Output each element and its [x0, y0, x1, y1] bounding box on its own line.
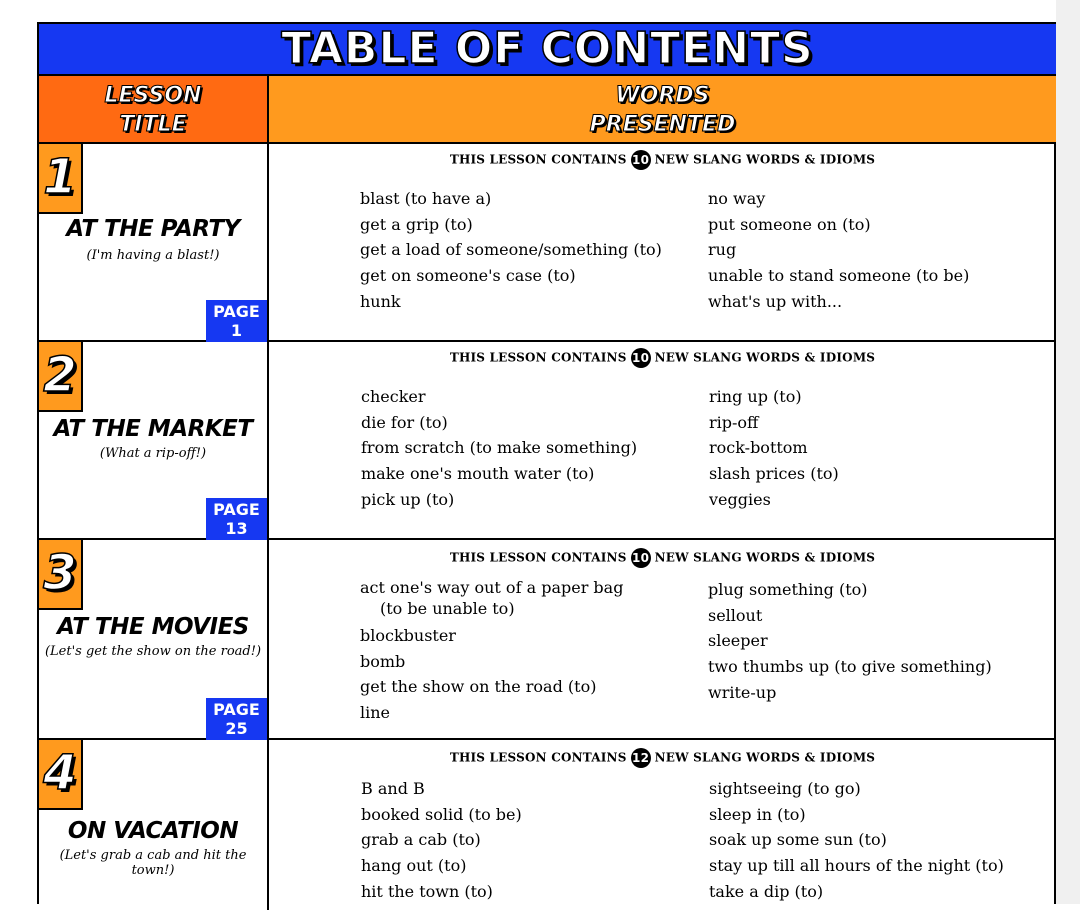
- contains-suffix: NEW SLANG WORDS & IDIOMS: [654, 550, 876, 565]
- lesson-number: 2: [43, 347, 77, 403]
- page-badge[interactable]: [206, 698, 267, 740]
- word-item: make one's mouth water (to): [361, 464, 595, 484]
- word-item: sleeper: [708, 631, 768, 651]
- word-item: get a load of someone/something (to): [360, 240, 662, 260]
- word-item: sightseeing (to go): [709, 779, 861, 798]
- word-item: what's up with...: [708, 291, 843, 311]
- word-item: blockbuster: [360, 626, 456, 645]
- word-item: get the show on the road (to): [360, 677, 597, 697]
- page-label: PAGE: [213, 500, 260, 519]
- word-item: checker: [361, 387, 426, 406]
- words-column-right: [709, 384, 839, 512]
- contains-suffix: NEW SLANG WORDS & IDIOMS: [654, 152, 876, 167]
- words-column-left: [360, 186, 662, 314]
- words-column-left: [361, 384, 637, 512]
- page-badge[interactable]: [206, 498, 267, 540]
- lesson-number: 1: [43, 149, 77, 205]
- words-column-left: [360, 577, 623, 726]
- word-item: take a dip (to): [709, 881, 824, 901]
- word-count-badge: 12: [631, 748, 651, 768]
- word-item: bomb: [360, 651, 406, 671]
- lesson-number-badge: [39, 144, 83, 214]
- lesson-title[interactable]: ON VACATION: [67, 818, 239, 844]
- lesson-number-badge: [39, 540, 83, 610]
- page-label: PAGE: [213, 302, 260, 321]
- page-number: 13: [225, 519, 248, 538]
- word-count-badge: 10: [631, 548, 651, 568]
- word-item: put someone on (to): [708, 214, 871, 234]
- word-count-badge: 10: [631, 150, 651, 170]
- word-item: ring up (to): [709, 387, 802, 406]
- lesson-title[interactable]: AT THE PARTY: [66, 216, 240, 242]
- words-column-left: [361, 776, 522, 904]
- word-item: die for (to): [361, 412, 448, 432]
- words-header-line1: WORDS: [615, 83, 710, 108]
- lesson-subtitle: (I'm having a blast!): [86, 248, 220, 263]
- word-item: unable to stand someone (to be): [708, 266, 970, 286]
- word-item: from scratch (to make something): [361, 438, 638, 458]
- lesson-row: [39, 144, 1056, 342]
- word-item: two thumbs up (to give something): [708, 657, 992, 677]
- page-number: 1: [230, 321, 243, 340]
- lesson-title-header: [39, 76, 269, 144]
- words-column-right: [708, 577, 992, 705]
- word-item: booked solid (to be): [361, 804, 522, 824]
- lesson-contains-line: [269, 348, 1056, 368]
- lesson-contains-line: [269, 748, 1056, 768]
- lesson-header-line1: LESSON: [104, 83, 202, 108]
- lesson-row: [39, 342, 1056, 540]
- lesson-row: [39, 740, 1056, 910]
- words-presented-header: [269, 76, 1056, 144]
- table-of-contents: [37, 22, 1056, 904]
- lesson-cell: [39, 540, 269, 738]
- page-label: PAGE: [213, 700, 260, 719]
- word-item: slash prices (to): [709, 464, 839, 484]
- words-header-line2: PRESENTED: [589, 112, 736, 137]
- word-item: pick up (to): [361, 489, 455, 509]
- word-item: no way: [708, 189, 766, 208]
- lesson-contains-line: [269, 548, 1056, 568]
- word-item: grab a cab (to): [361, 830, 481, 850]
- page-badge[interactable]: [206, 300, 267, 342]
- word-item: hang out (to): [361, 856, 467, 876]
- word-item: sleep in (to): [709, 804, 806, 824]
- word-item: blast (to have a): [360, 189, 492, 208]
- lesson-number-badge: [39, 342, 83, 412]
- word-item: get a grip (to): [360, 214, 473, 234]
- word-item: stay up till all hours of the night (to): [709, 856, 1004, 876]
- word-item: get on someone's case (to): [360, 266, 576, 286]
- title-banner: [39, 24, 1056, 76]
- words-column-right: [708, 186, 969, 314]
- lesson-contains-line: [269, 150, 1056, 170]
- word-item: rock-bottom: [709, 438, 808, 458]
- lesson-cell: [39, 740, 269, 910]
- word-count-badge: 10: [631, 348, 651, 368]
- lesson-subtitle: (Let's grab a cab and hit the town!): [59, 848, 247, 878]
- word-item: act one's way out of a paper bag: [360, 578, 624, 597]
- word-item: rip-off: [709, 412, 759, 432]
- word-item: hunk: [360, 291, 401, 311]
- word-item: rug: [708, 240, 737, 260]
- word-item: veggies: [709, 489, 771, 509]
- word-item: write-up: [708, 682, 777, 702]
- lesson-header-line2: TITLE: [119, 112, 187, 137]
- lesson-row: [39, 540, 1056, 740]
- word-item: B and B: [361, 779, 425, 798]
- word-item: line: [360, 703, 391, 723]
- lesson-number-badge: [39, 740, 83, 810]
- contains-prefix: THIS LESSON CONTAINS: [449, 350, 627, 365]
- lesson-title[interactable]: AT THE MOVIES: [57, 614, 249, 640]
- lesson-subtitle: (What a rip-off!): [99, 446, 207, 461]
- word-item: (to be unable to): [380, 599, 515, 618]
- lesson-cell: [39, 342, 269, 538]
- contains-prefix: THIS LESSON CONTAINS: [449, 750, 627, 765]
- word-item: sellout: [708, 605, 763, 625]
- word-item: hit the town (to): [361, 881, 493, 901]
- contains-prefix: THIS LESSON CONTAINS: [449, 550, 627, 565]
- page-number: 25: [225, 719, 248, 738]
- words-column-right: [709, 776, 1004, 904]
- contains-suffix: NEW SLANG WORDS & IDIOMS: [654, 350, 876, 365]
- scrollbar[interactable]: [1056, 0, 1080, 904]
- word-item: plug something (to): [708, 580, 868, 599]
- lesson-title[interactable]: AT THE MARKET: [53, 416, 253, 442]
- contains-prefix: THIS LESSON CONTAINS: [449, 152, 627, 167]
- lesson-number: 4: [43, 745, 77, 801]
- lesson-cell: [39, 144, 269, 340]
- contains-suffix: NEW SLANG WORDS & IDIOMS: [654, 750, 876, 765]
- word-item: soak up some sun (to): [709, 830, 887, 850]
- lesson-number: 3: [43, 545, 77, 601]
- page-title: TABLE OF CONTENTS: [281, 23, 814, 74]
- lesson-subtitle: (Let's get the show on the road!): [44, 644, 262, 659]
